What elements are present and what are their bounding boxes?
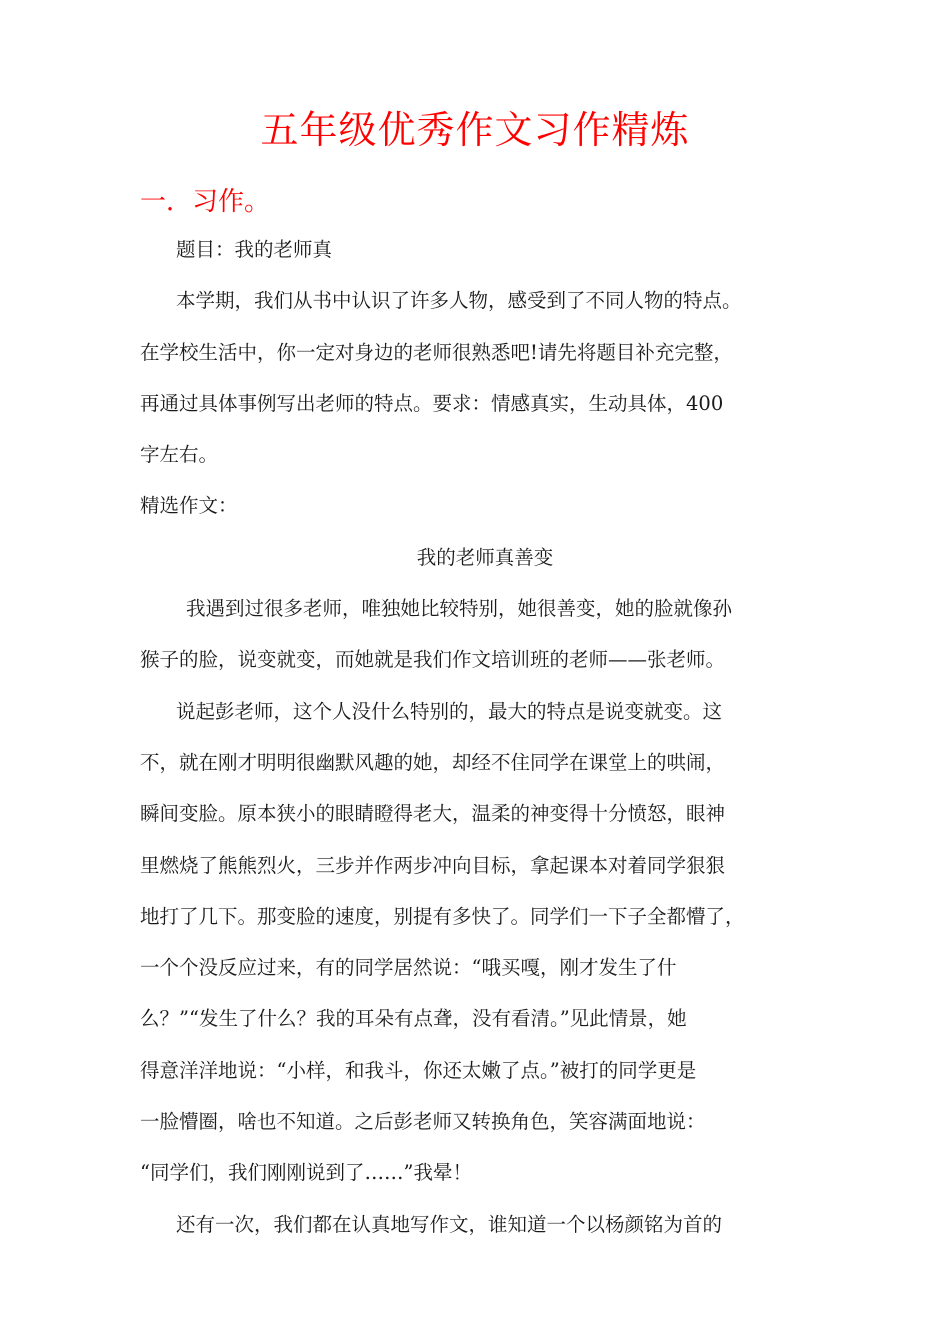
essay-paragraph-2 — [140, 686, 830, 1199]
essay-line: 地打了几下。那变脸的速度，别提有多快了。同学们一下子全都懵了， — [140, 904, 745, 928]
essay-line: 猴子的脸，说变就变，而她就是我们作文培训班的老师——张老师。 — [140, 648, 726, 672]
section-heading: 一．习作。 — [140, 187, 271, 217]
prompt-line: 字左右。 — [140, 443, 219, 467]
essay-paragraph-3 — [140, 1199, 830, 1250]
prompt-topic: 题目：我的老师真 — [176, 238, 333, 261]
selected-essay-label: 精选作文： — [140, 494, 238, 518]
essay-line: 么？”“发生了什么？我的耳朵有点聋，没有看清。”见此情景，她 — [140, 1007, 687, 1031]
essay-paragraph-1 — [140, 583, 830, 686]
document-body — [140, 224, 830, 1250]
prompt-paragraph — [140, 275, 830, 480]
essay-line: 一个个没反应过来，有的同学居然说：“哦买嘎，刚才发生了什 — [140, 956, 677, 980]
essay-line: 瞬间变脸。原本狭小的眼睛瞪得老大，温柔的神变得十分愤怒，眼神 — [140, 802, 726, 826]
essay-line: 一脸懵圈，啥也不知道。之后彭老师又转换角色，笑容满面地说： — [140, 1110, 706, 1134]
essay-line: 我遇到过很多老师，唯独她比较特别，她很善变，她的脸就像孙 — [186, 597, 733, 621]
essay-line: 说起彭老师，这个人没什么特别的，最大的特点是说变就变。这 — [176, 699, 723, 723]
essay-title: 我的老师真善变 — [416, 545, 554, 569]
prompt-line: 在学校生活中，你一定对身边的老师很熟悉吧!请先将题目补充完整， — [140, 340, 733, 364]
essay-line: 不，就在刚才明明很幽默风趣的她，却经不住同学在课堂上的哄闹， — [140, 750, 726, 774]
essay-line: “同学们，我们刚刚说到了……”我晕！ — [140, 1161, 472, 1185]
document-title: 五年级优秀作文习作精炼 — [260, 108, 690, 152]
essay-line: 还有一次，我们都在认真地写作文，谁知道一个以杨颜铭为首的 — [176, 1212, 723, 1236]
essay-line: 得意洋洋地说：“小样，和我斗，你还太嫩了点。”被打的同学更是 — [140, 1058, 697, 1082]
essay-line: 里燃烧了熊熊烈火，三步并作两步冲向目标，拿起课本对着同学狠狠 — [140, 853, 726, 877]
prompt-line: 再通过具体事例写出老师的特点。要求：情感真实，生动具体，400 — [140, 391, 724, 415]
prompt-line: 本学期，我们从书中认识了许多人物，感受到了不同人物的特点。 — [176, 289, 742, 313]
